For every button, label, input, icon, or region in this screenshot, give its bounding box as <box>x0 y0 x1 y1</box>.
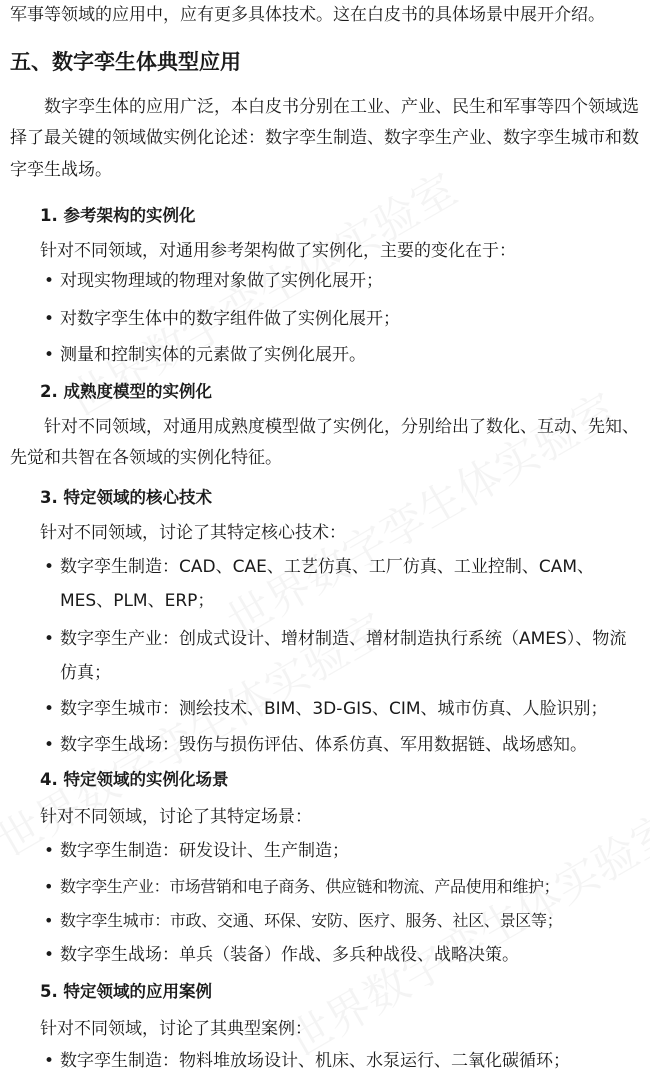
bullet-item: • 对数字孪生体中的数字组件做了实例化展开； <box>60 302 400 336</box>
subsection-paragraph: 针对不同领域，对通用成熟度模型做了实例化，分别给出了数化、互动、先知、先觉和共智在各领域的实例化特征。 <box>10 417 639 469</box>
bullet-item: • 测量和控制实体的元素做了实例化展开。 <box>60 338 366 372</box>
intro-tail-text: 军事等领域的应用中，应有更多具体技术。这在白皮书的具体场景中展开介绍。 <box>10 5 605 25</box>
subsection-title: 3. 特定领域的核心技术 <box>40 488 212 507</box>
bullet-dot-icon: • <box>44 841 55 861</box>
subsection-lead: 针对不同领域，讨论了其特定核心技术： <box>40 523 346 543</box>
bullet-item: • 数字孪生产业：市场营销和电子商务、供应链和物流、产品使用和维护； <box>60 870 559 904</box>
bullet-item: • 数字孪生战场：毁伤与损伤评估、体系仿真、军用数据链、战场感知。 <box>60 728 640 762</box>
bullet-item: • 数字孪生城市：测绘技术、BIM、3D-GIS、CIM、城市仿真、人脸识别； <box>60 692 640 726</box>
bullet-dot-icon: • <box>44 309 55 329</box>
bullet-dot-icon: • <box>44 735 55 755</box>
bullet-item: • 对现实物理域的物理对象做了实例化展开； <box>60 264 383 298</box>
subsection-title: 1. 参考架构的实例化 <box>40 206 196 225</box>
bullet-dot-icon: • <box>44 945 55 965</box>
bullet-item: • 数字孪生产业：创成式设计、增材制造、增材制造执行系统（AMES）、物流仿真； <box>60 622 640 690</box>
bullet-dot-icon: • <box>44 629 55 649</box>
subsection-lead: 针对不同领域，讨论了其特定场景： <box>40 807 312 827</box>
bullet-dot-icon: • <box>44 699 55 719</box>
subsection-lead: 针对不同领域，讨论了其典型案例： <box>40 1019 312 1039</box>
section-title: 五、数字孪生体典型应用 <box>10 50 241 74</box>
bullet-item: • 数字孪生制造：研发设计、生产制造； <box>60 834 349 868</box>
bullet-dot-icon: • <box>44 557 55 577</box>
bullet-dot-icon: • <box>44 877 54 896</box>
bullet-dot-icon: • <box>44 271 55 291</box>
bullet-dot-icon: • <box>44 911 54 930</box>
bullet-item: • 数字孪生战场：单兵（装备）作战、多兵种战役、战略决策。 <box>60 938 519 972</box>
bullet-item: • 数字孪生制造：CAD、CAE、工艺仿真、工厂仿真、工业控制、CAM、MES、PLM、ERP； <box>60 550 640 618</box>
bullet-dot-icon: • <box>44 1051 55 1071</box>
bullet-item: • 数字孪生制造：物料堆放场设计、机床、水泵运行、二氧化碳循环； <box>60 1044 570 1078</box>
bullet-dot-icon: • <box>44 345 55 365</box>
section-intro-paragraph: 数字孪生体的应用广泛，本白皮书分别在工业、产业、民生和军事等四个领域选择了最关键的领域做实例化论述：数字孪生制造、数字孪生产业、数字孪生城市和数字孪生战场。 <box>10 97 639 180</box>
subsection-lead: 针对不同领域，对通用参考架构做了实例化，主要的变化在于： <box>40 241 516 261</box>
subsection-title: 2. 成熟度模型的实例化 <box>40 382 212 401</box>
subsection-title: 5. 特定领域的应用案例 <box>40 982 212 1001</box>
bullet-item: • 数字孪生城市：市政、交通、环保、安防、医疗、服务、社区、景区等； <box>60 904 562 938</box>
subsection-title: 4. 特定领域的实例化场景 <box>40 770 229 789</box>
